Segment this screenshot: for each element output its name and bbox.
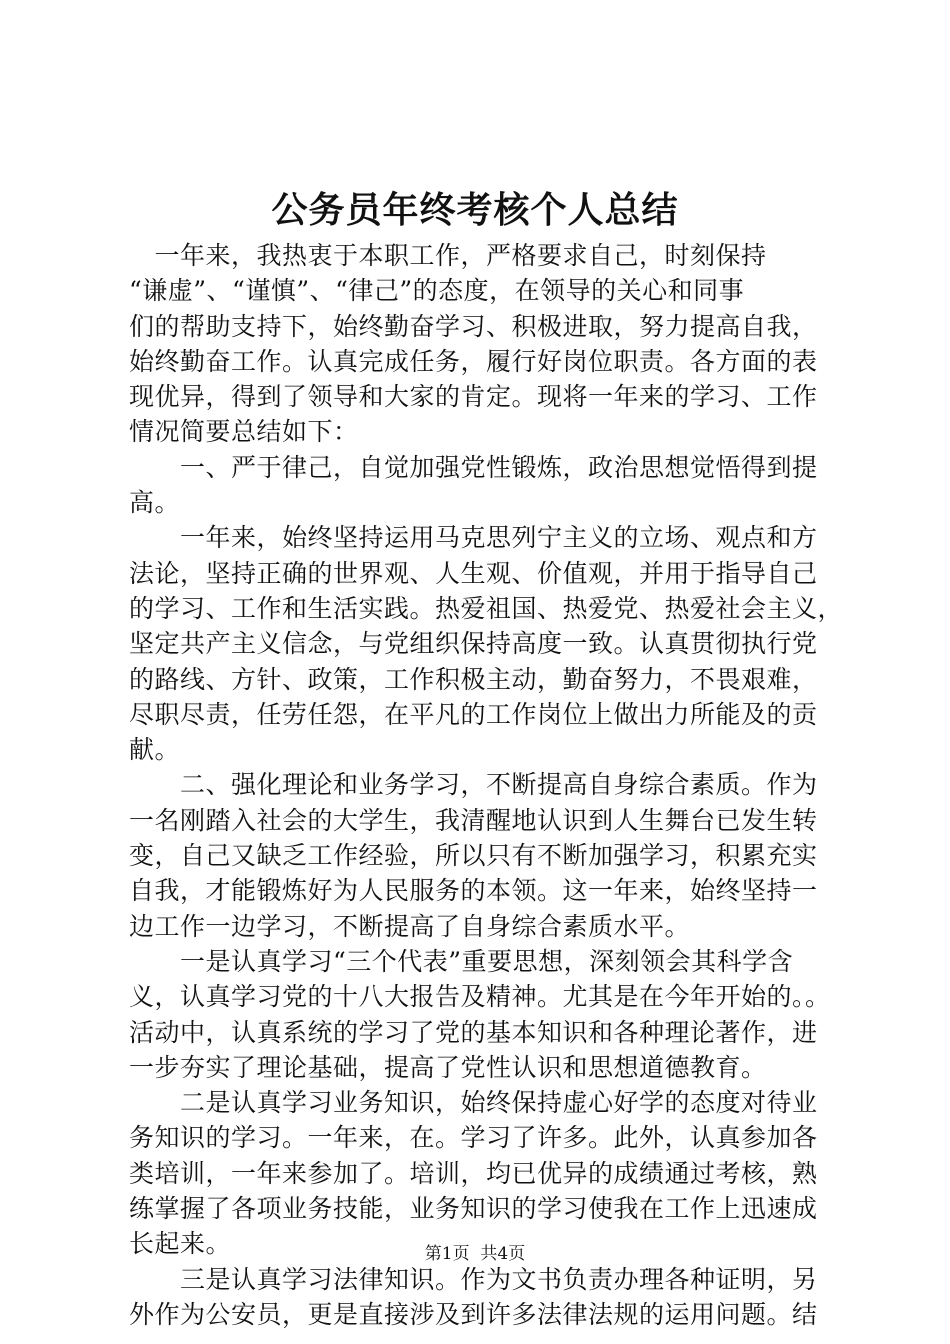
body-line: 一是认真学习“三个代表”重要思想，深刻领会其科学含 [129,946,794,976]
body-line: 一年来，始终坚持运用马克思列宁主义的立场、观点和方 [129,523,818,553]
body-line: 活动中，认真系统的学习了党的基本知识和各种理论著作，进 [129,1017,818,1047]
body-line: 献。 [129,735,181,765]
body-line: 三是认真学习法律知识。作为文书负责办理各种证明，另 [129,1264,818,1294]
document-title: 公务员年终考核个人总结 [271,189,679,231]
body-line: 的学习、工作和生活实践。热爱祖国、热爱党、热爱社会主义， [129,593,844,623]
body-line: 自我，才能锻炼好为人民服务的本领。这一年来，始终坚持一 [129,876,818,906]
body-line: 务知识的学习。一年来，在。学习了许多。此外，认真参加各 [129,1123,818,1153]
body-line: 边工作一边学习，不断提高了自身综合素质水平。 [129,911,691,941]
body-line: 坚定共产主义信念，与党组织保持高度一致。认真贯彻执行党 [129,629,818,659]
body-line: 高。 [129,488,181,518]
body-line: 们的帮助支持下，始终勤奋学习、积极进取，努力提高自我， [129,311,818,341]
body-line: 长起来。 [129,1229,232,1259]
body-line: 一、严于律己，自觉加强党性锻炼，政治思想觉悟得到提 [129,452,818,482]
body-line: 一年来，我热衷于本职工作，严格要求自己，时刻保持 [129,241,767,270]
body-line: 的路线、方针、政策，工作积极主动，勤奋努力，不畏艰难， [129,664,818,694]
document-body [129,238,844,1332]
footer-separator [470,1244,481,1264]
body-line: 外作为公安员，更是直接涉及到许多法律法规的运用问题。结 [129,1299,818,1329]
body-line: 变，自己又缺乏工作经验，所以只有不断加强学习，积累充实 [129,841,818,871]
body-line: 练掌握了各项业务技能，业务知识的学习使我在工作上迅速成 [129,1194,818,1224]
page-number: 第1页 [424,1244,470,1264]
page-total: 共4页 [480,1244,526,1264]
body-line: 二是认真学习业务知识，始终保持虚心好学的态度对待业 [129,1088,818,1118]
body-line: 一名刚踏入社会的大学生，我清醒地认识到人生舞台已发生转 [129,805,818,835]
body-line: 情况简要总结如下： [129,417,359,447]
body-line: 义，认真学习党的十八大报告及精神。尤其是在今年开始的。。 [129,982,831,1012]
body-line: 二、强化理论和业务学习，不断提高自身综合素质。作为 [129,770,818,800]
body-line: 一步夯实了理论基础，提高了党性认识和思想道德教育。 [129,1052,767,1082]
body-line: 尽职尽责，任劳任怨，在平凡的工作岗位上做出力所能及的贡 [129,699,818,729]
body-line: “谦虚”、“谨慎”、“律己”的态度，在领导的关心和同事 [129,276,745,306]
body-line: 始终勤奋工作。认真完成任务，履行好岗位职责。各方面的表 [129,346,818,376]
body-line: 类培训，一年来参加了。培训，均已优异的成绩通过考核，熟 [129,1158,818,1188]
page-footer [0,1242,950,1266]
body-line: 现优异，得到了领导和大家的肯定。现将一年来的学习、工作 [129,382,818,412]
body-line: 法论，坚持正确的世界观、人生观、价值观，并用于指导自己 [129,558,818,588]
